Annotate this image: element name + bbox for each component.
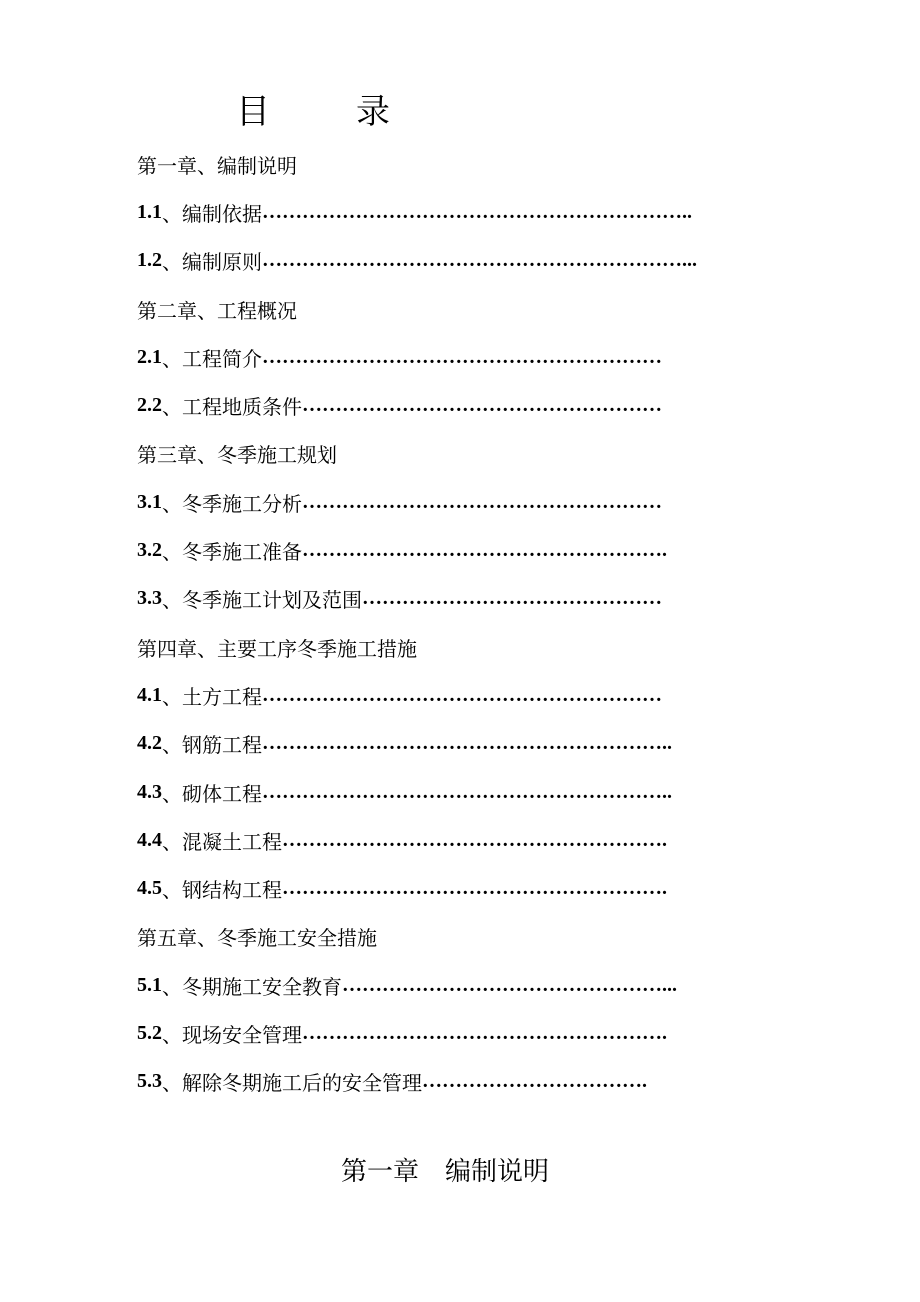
toc-section-number: 4.2 bbox=[137, 732, 162, 755]
toc-section-number: 4.3 bbox=[137, 780, 162, 803]
toc-section-number: 2.2 bbox=[137, 394, 162, 417]
toc-section-title: 编制原则 bbox=[182, 250, 262, 275]
toc-section-title: 现场安全管理 bbox=[182, 1022, 302, 1047]
toc-section-entry[interactable] bbox=[137, 1058, 737, 1106]
toc-dot-leader: ……………………………. bbox=[422, 1070, 647, 1093]
toc-section-title: 冬期施工安全教育 bbox=[182, 974, 342, 999]
toc-separator: 、 bbox=[162, 878, 182, 903]
toc-dot-leader: …………………………………………... bbox=[342, 973, 677, 996]
toc-section-entry[interactable] bbox=[137, 816, 737, 864]
toc-section-number: 5.2 bbox=[137, 1021, 162, 1044]
toc-section-number: 5.1 bbox=[137, 973, 162, 996]
toc-section-title: 冬季施工计划及范围 bbox=[182, 588, 362, 613]
toc-section-number: 4.4 bbox=[137, 828, 162, 851]
toc-section-title: 钢筋工程 bbox=[182, 733, 262, 758]
toc-section-number: 3.2 bbox=[137, 539, 162, 562]
toc-separator: 、 bbox=[162, 201, 182, 226]
toc-section-entry[interactable] bbox=[137, 237, 737, 285]
toc-separator: 、 bbox=[162, 540, 182, 565]
toc-separator: 、 bbox=[162, 491, 182, 516]
toc-section-title: 冬季施工准备 bbox=[182, 540, 302, 565]
toc-separator: 、 bbox=[162, 346, 182, 371]
toc-section-number: 1.1 bbox=[137, 200, 162, 223]
toc-section-title: 钢结构工程 bbox=[182, 878, 282, 903]
toc-dot-leader: ……………………………………………………….. bbox=[262, 200, 692, 223]
toc-section-title: 编制依据 bbox=[182, 201, 262, 226]
toc-section-title: 工程简介 bbox=[182, 346, 262, 371]
toc-section-title: 土方工程 bbox=[182, 684, 262, 709]
toc-dot-leader: …………………………………………………….. bbox=[262, 732, 672, 755]
toc-section-number: 2.1 bbox=[137, 345, 162, 368]
toc-chapter-entry[interactable] bbox=[137, 913, 737, 961]
toc-section-entry[interactable] bbox=[137, 768, 737, 816]
toc-section-title: 工程地质条件 bbox=[182, 395, 302, 420]
toc-section-entry[interactable] bbox=[137, 671, 737, 719]
toc-separator: 、 bbox=[162, 974, 182, 999]
toc-chapter-entry[interactable] bbox=[137, 430, 737, 478]
toc-list bbox=[137, 140, 737, 1106]
toc-chapter-text: 第一章、编制说明 bbox=[137, 153, 297, 178]
toc-dot-leader: ………………………………………………………... bbox=[262, 249, 697, 272]
toc-chapter-text: 第二章、工程概况 bbox=[137, 298, 297, 323]
toc-dot-leader: ………………………………………………. bbox=[302, 539, 667, 562]
toc-title: 目 录 bbox=[236, 92, 416, 132]
toc-dot-leader: …………………………………………………….. bbox=[262, 780, 672, 803]
toc-section-entry[interactable] bbox=[137, 333, 737, 381]
toc-chapter-entry[interactable] bbox=[137, 140, 737, 188]
toc-separator: 、 bbox=[162, 684, 182, 709]
toc-section-entry[interactable] bbox=[137, 575, 737, 623]
toc-section-number: 5.3 bbox=[137, 1070, 162, 1093]
toc-separator: 、 bbox=[162, 1022, 182, 1047]
toc-section-number: 4.1 bbox=[137, 683, 162, 706]
toc-section-entry[interactable] bbox=[137, 478, 737, 526]
toc-section-title: 解除冬期施工后的安全管理 bbox=[182, 1071, 422, 1096]
toc-dot-leader: …………………………………………………… bbox=[262, 345, 662, 368]
toc-dot-leader: ……………………………………………… bbox=[302, 394, 662, 417]
toc-dot-leader: …………………………………………………. bbox=[282, 877, 667, 900]
toc-section-number: 4.5 bbox=[137, 877, 162, 900]
toc-section-number: 1.2 bbox=[137, 249, 162, 272]
toc-separator: 、 bbox=[162, 588, 182, 613]
toc-separator: 、 bbox=[162, 1071, 182, 1096]
toc-dot-leader: …………………………………………………. bbox=[282, 828, 667, 851]
toc-dot-leader: ……………………………………… bbox=[362, 587, 662, 610]
toc-section-entry[interactable] bbox=[137, 720, 737, 768]
toc-separator: 、 bbox=[162, 829, 182, 854]
toc-chapter-entry[interactable] bbox=[137, 623, 737, 671]
toc-separator: 、 bbox=[162, 781, 182, 806]
toc-chapter-text: 第五章、冬季施工安全措施 bbox=[137, 926, 377, 951]
toc-section-number: 3.1 bbox=[137, 490, 162, 513]
toc-chapter-text: 第三章、冬季施工规划 bbox=[137, 443, 337, 468]
toc-section-number: 3.3 bbox=[137, 587, 162, 610]
toc-section-entry[interactable] bbox=[137, 188, 737, 236]
toc-section-entry[interactable] bbox=[137, 381, 737, 429]
toc-section-title: 冬季施工分析 bbox=[182, 491, 302, 516]
toc-dot-leader: ………………………………………………. bbox=[302, 1021, 667, 1044]
toc-section-entry[interactable] bbox=[137, 1009, 737, 1057]
toc-section-title: 砌体工程 bbox=[182, 781, 262, 806]
toc-chapter-text: 第四章、主要工序冬季施工措施 bbox=[137, 636, 417, 661]
toc-section-entry[interactable] bbox=[137, 864, 737, 912]
toc-separator: 、 bbox=[162, 250, 182, 275]
toc-section-entry[interactable] bbox=[137, 961, 737, 1009]
toc-section-entry[interactable] bbox=[137, 526, 737, 574]
chapter-heading: 第一章 编制说明 bbox=[340, 1157, 549, 1187]
toc-dot-leader: …………………………………………………… bbox=[262, 683, 662, 706]
toc-separator: 、 bbox=[162, 733, 182, 758]
toc-separator: 、 bbox=[162, 395, 182, 420]
toc-section-title: 混凝土工程 bbox=[182, 829, 282, 854]
toc-chapter-entry[interactable] bbox=[137, 285, 737, 333]
toc-dot-leader: ……………………………………………… bbox=[302, 490, 662, 513]
